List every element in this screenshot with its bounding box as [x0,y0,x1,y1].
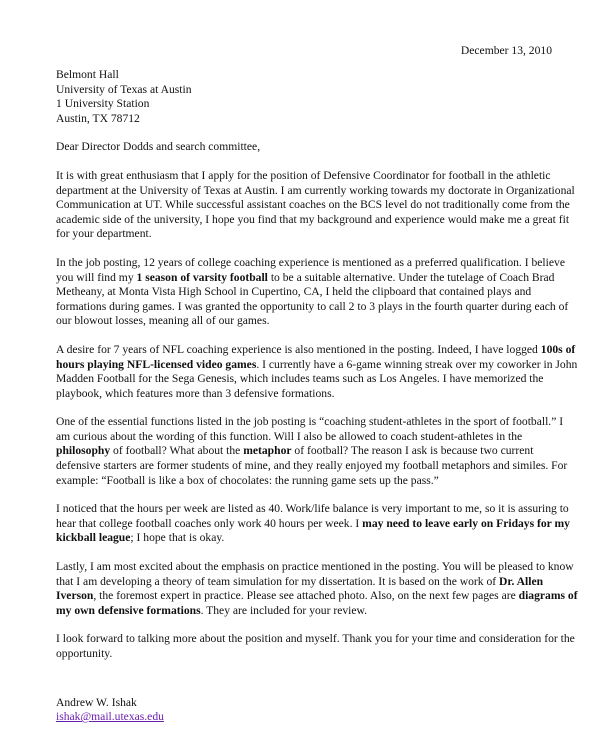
signature-block [56,696,579,725]
paragraph-nfl-experience [56,343,579,401]
bold-phrase: metaphor [243,444,292,458]
paragraph-coaching-experience [56,256,579,329]
bold-phrase: Dr. Allen Iverson [56,574,544,603]
paragraph-text: A desire for 7 years of NFL coaching experience is also mentioned in the posting. Indeed, I have logged [56,342,541,356]
salutation: Dear Director Dodds and search committee, [56,140,261,154]
paragraph-text: of football? What about the [110,444,244,458]
paragraph-text: to be a suitable alternative. Under the tutelage of Coach Brad Metheany, at Monta Vista High School in Cupertino, CA, I held the clipboard that contained plays and formations during games. I was granted the opportunity to call 2 to 3 plays in the fourth quarter during each of our blowout losses, meaning all of our games. [56,270,569,328]
paragraph-text: I look forward to talking more about the position and myself. Thank you for your time and consideration for the opportunity. [56,632,575,660]
bold-phrase: 1 season of varsity football [136,270,268,284]
paragraph-text: Lastly, I am most excited about the emphasis on practice mentioned in the posting. You will be pleased to know that I am developing a theory of team simulation for my dissertation. It is based on the work of [56,560,574,588]
email-link[interactable]: ishak@mail.utexas.edu [56,710,164,724]
paragraph-intro [56,169,579,242]
paragraph-hours [56,502,579,546]
bold-phrase: 100s of hours playing NFL-licensed video games [56,342,576,371]
signature-name: Andrew W. Ishak [56,695,137,709]
paragraph-text: of football? The reason I ask is because two current defensive starters are former students of mine, and they really enjoyed my football metaphors and similes. For example: “Football is like a box of chocolates: the running game sets up the pass.” [56,444,568,487]
paragraph-text: . I currently have a 6-game winning streak over my coworker in John Madden Football for the Sega Genesis, which includes teams such as Los Angeles. I have memorized the playbook, which features more than 3 defensive formations. [56,357,578,400]
paragraph-text: . They are included for your review. [200,603,368,617]
paragraph-essential-functions [56,415,579,488]
bold-phrase: diagrams of my own defensive formations [56,589,578,617]
paragraph-text: , the foremost expert in practice. Please see attached photo. Also, on the next few pages are [93,589,519,603]
paragraph-closing [56,632,579,661]
address-line: University of Texas at Austin [56,82,192,96]
letter-date: December 13, 2010 [460,44,552,57]
paragraph-text: It is with great enthusiasm that I apply for the position of Defensive Coordinator for football in the athletic department at the University of Texas at Austin. I am currently working towards my doctorate in Organizational Communication at UT. While successful assistant coaches on the BCS level do not traditionally come from the academic side of the university, I hope you find that my background and experience would make me a great fit for your department. [56,168,575,241]
address-line: Belmont Hall [56,68,119,81]
paragraph-text: ; I hope that is okay. [130,531,225,545]
paragraph-text: I noticed that the hours per week are listed as 40. Work/life balance is very important to me, so it is assuring to hear that college football coaches only work 40 hours per week. I [56,502,569,530]
address-line: 1 University Station [56,97,150,111]
paragraph-text: One of the essential functions listed in the job posting is “coaching student-athletes in the sport of football.” I am curious about the wording of this function. Will I also be allowed to coach student-athletes in the [56,415,564,443]
bold-phrase: may need to leave early on Fridays for my kickball league [56,516,570,545]
address-line: Austin, TX 78712 [56,111,140,125]
bold-phrase: philosophy [56,444,111,458]
paragraph-practice [56,560,579,618]
paragraph-text: In the job posting, 12 years of college coaching experience is mentioned as a preferred qualification. I believe you will find my [56,255,565,284]
recipient-address [56,68,579,126]
